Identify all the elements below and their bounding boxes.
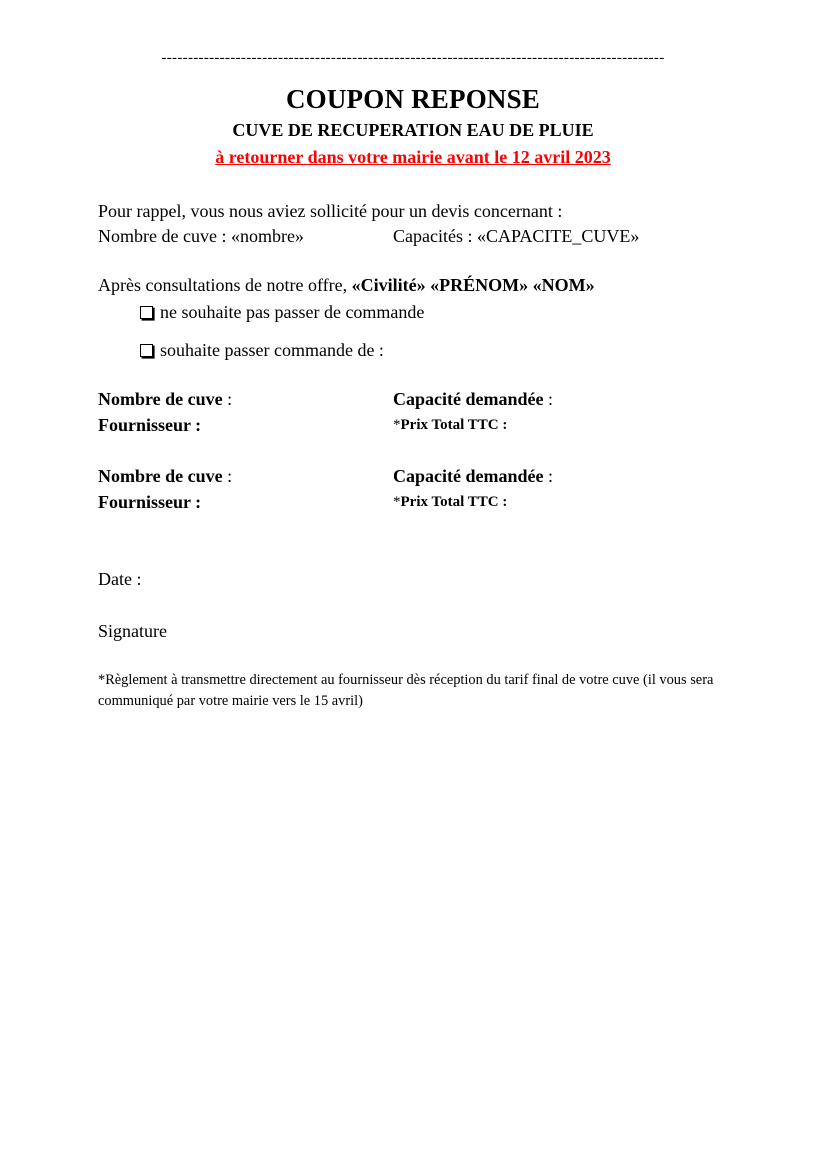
consultation-text: Après consultations de notre offre, [98, 275, 352, 295]
order2-count [98, 466, 232, 487]
reminder-intro: Pour rappel, vous nous aviez sollicité pour un devis concernant : [98, 201, 563, 221]
reminder-tank-count: Nombre de cuve : «nombre» [98, 226, 304, 246]
option-decline[interactable] [140, 302, 424, 323]
footnote: *Règlement à transmettre directement au fournisseur dès réception du tarif final de votre cuve (il vous sera communiqué par votre mairie vers le 15 avril) [98, 672, 714, 709]
page-title: COUPON REPONSE [285, 84, 541, 114]
signature-label: Signature [98, 621, 167, 641]
order1-capacity-label: Capacité demandée [393, 389, 544, 409]
order1-count [98, 389, 232, 410]
checkbox-icon[interactable] [140, 306, 153, 319]
order2-capacity-label: Capacité demandée [393, 466, 544, 486]
date-label: Date : [98, 569, 142, 589]
return-deadline: à retourner dans votre mairie avant le 12 avril 2023 [215, 147, 611, 167]
order1-price [393, 417, 507, 434]
order1-count-colon: : [222, 389, 233, 409]
option-order-label: souhaite passer commande de : [160, 340, 384, 360]
order2-count-colon: : [222, 466, 233, 486]
checkbox-icon[interactable] [140, 344, 153, 357]
order2-supplier-label: Fournisseur : [98, 492, 202, 512]
order2-count-label: Nombre de cuve [98, 466, 223, 486]
order1-price-label: Prix Total TTC : [400, 417, 508, 433]
recipient-name-fields: «Civilité» «PRÉNOM» «NOM» [351, 275, 595, 295]
order2-price-prefix: * [393, 494, 401, 510]
order2-price [393, 494, 507, 511]
order1-capacity [393, 389, 553, 410]
reminder-capacity: Capacités : «CAPACITE_CUVE» [393, 226, 640, 246]
option-order[interactable] [140, 340, 384, 361]
consultation-line [98, 275, 595, 296]
order1-supplier-label: Fournisseur : [98, 415, 202, 435]
order2-capacity-colon: : [543, 466, 553, 486]
cut-line: ----------------------------------------------------------------------------------------------- [161, 50, 665, 66]
order1-count-label: Nombre de cuve [98, 389, 223, 409]
page-subtitle: CUVE DE RECUPERATION EAU DE PLUIE [232, 120, 594, 140]
order1-price-prefix: * [393, 417, 401, 433]
option-decline-label: ne souhaite pas passer de commande [160, 302, 425, 322]
order1-capacity-colon: : [543, 389, 553, 409]
order2-price-label: Prix Total TTC : [400, 494, 508, 510]
order2-capacity [393, 466, 553, 487]
